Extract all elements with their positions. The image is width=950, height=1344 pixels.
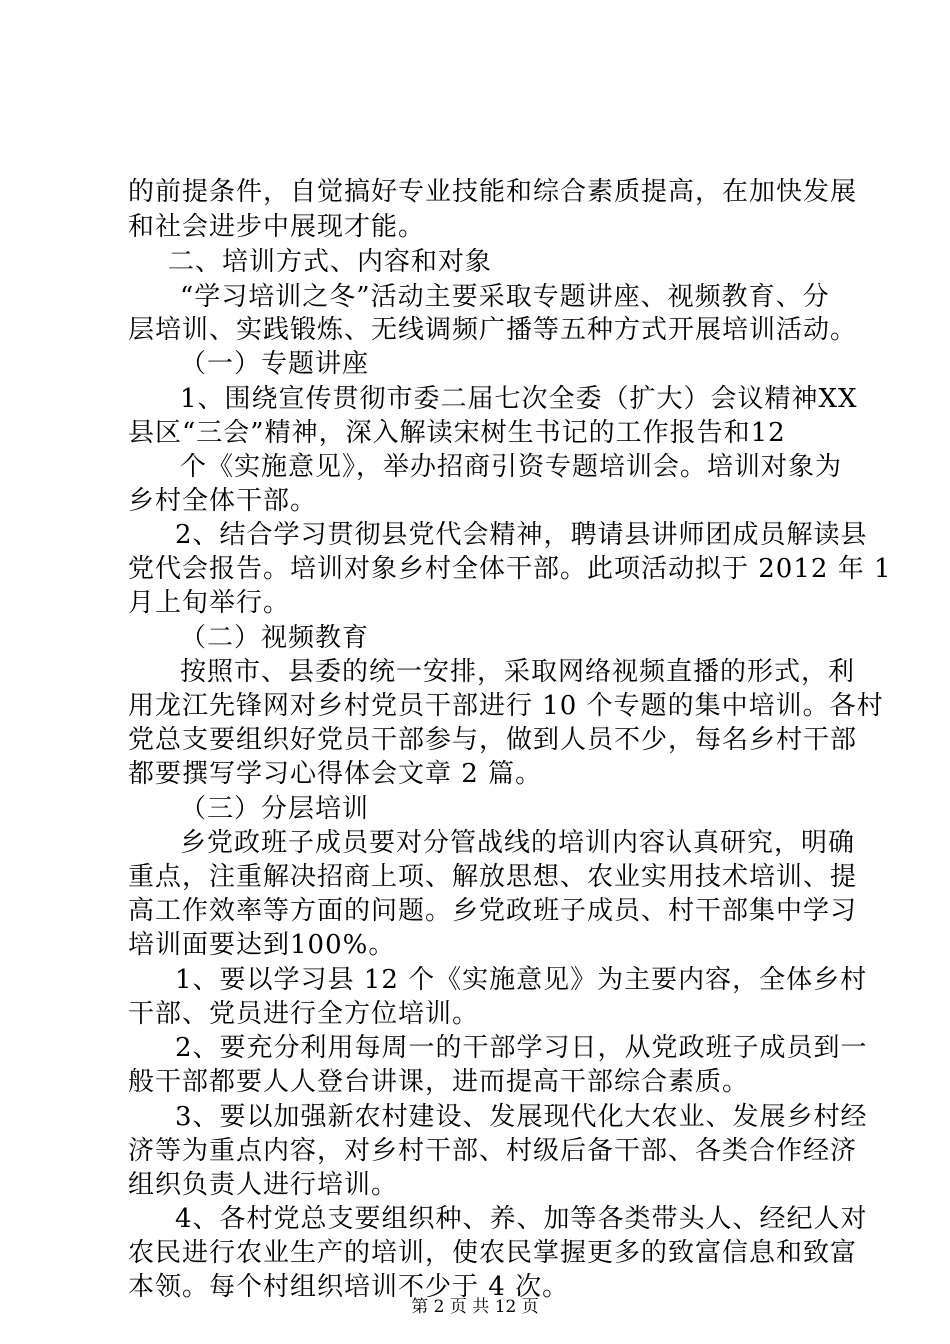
body-text-line: 层培训、实践锻炼、无线调频广播等五种方式开展培训活动。 — [128, 315, 858, 345]
body-text-line: 的前提条件，自觉搞好专业技能和综合素质提高，在加快发展 — [128, 177, 858, 207]
body-text-line: 1、要以学习县 12 个《实施意见》为主要内容，全体乡村 — [175, 965, 868, 995]
body-text-line: 月上旬举行。 — [128, 588, 291, 618]
body-text-line: 乡村全体干部。 — [128, 486, 318, 516]
body-text-line: 般干部都要人人登台讲课，进而提高干部综合素质。 — [128, 1067, 750, 1097]
subsection-heading: （二）视频教育 — [180, 623, 370, 653]
body-text-line: 本领。每个村组织培训不少于 4 次。 — [128, 1272, 570, 1302]
body-text-line: 1、围绕宣传贯彻市委二届七次全委（扩大）会议精神XX — [180, 384, 858, 414]
body-text-line: 都要撰写学习心得体会文章 2 篇。 — [128, 759, 543, 789]
body-text-line: “学习培训之冬”活动主要采取专题讲座、视频教育、分 — [180, 282, 830, 312]
subsection-heading: （一）专题讲座 — [180, 349, 370, 379]
body-text-line: 党代会报告。培训对象乡村全体干部。此项活动拟于 2012 年 1 — [128, 554, 892, 584]
body-text-line: 2、要充分利用每周一的干部学习日，从党政班子成员到一 — [175, 1033, 868, 1063]
body-text-line: 按照市、县委的统一安排，采取网络视频直播的形式，利 — [180, 657, 856, 687]
body-text-line: 济等为重点内容，对乡村干部、村级后备干部、各类合作经济 — [128, 1136, 858, 1166]
body-text-line: 重点，注重解决招商上项、解放思想、农业实用技术培训、提 — [128, 862, 858, 892]
body-text-line: 个《实施意见》，举办招商引资专题培训会。培训对象为 — [180, 452, 843, 482]
subsection-heading: （三）分层培训 — [180, 794, 370, 824]
body-text-line: 干部、党员进行全方位培训。 — [128, 999, 480, 1029]
section-heading: 二、培训方式、内容和对象 — [168, 247, 493, 277]
body-text-line: 2、结合学习贯彻县党代会精神，聘请县讲师团成员解读县 — [175, 520, 868, 550]
page-footer: 第 2 页 共 12 页 — [411, 1297, 539, 1317]
body-text-line: 3、要以加强新农村建设、发展现代化大农业、发展乡村经 — [175, 1102, 868, 1132]
body-text-line: 农民进行农业生产的培训，使农民掌握更多的致富信息和致富 — [128, 1238, 858, 1268]
body-text-line: 党总支要组织好党员干部参与，做到人员不少，每名乡村干部 — [128, 725, 858, 755]
body-text-line: 培训面要达到100%。 — [128, 930, 396, 960]
body-text-line: 乡党政班子成员要对分管战线的培训内容认真研究，明确 — [180, 828, 856, 858]
body-text-line: 组织负责人进行培训。 — [128, 1170, 399, 1200]
body-text-line: 高工作效率等方面的问题。乡党政班子成员、村干部集中学习 — [128, 896, 858, 926]
body-text-line: 和社会进步中展现才能。 — [128, 212, 426, 242]
body-text-line: 用龙江先锋网对乡村党员干部进行 10 个专题的集中培训。各村 — [128, 691, 884, 721]
body-text-line: 4、各村党总支要组织种、养、加等各类带头人、经纪人对 — [175, 1204, 868, 1234]
body-text-line: 县区“三会”精神，深入解读宋树生书记的工作报告和12 — [128, 418, 786, 448]
